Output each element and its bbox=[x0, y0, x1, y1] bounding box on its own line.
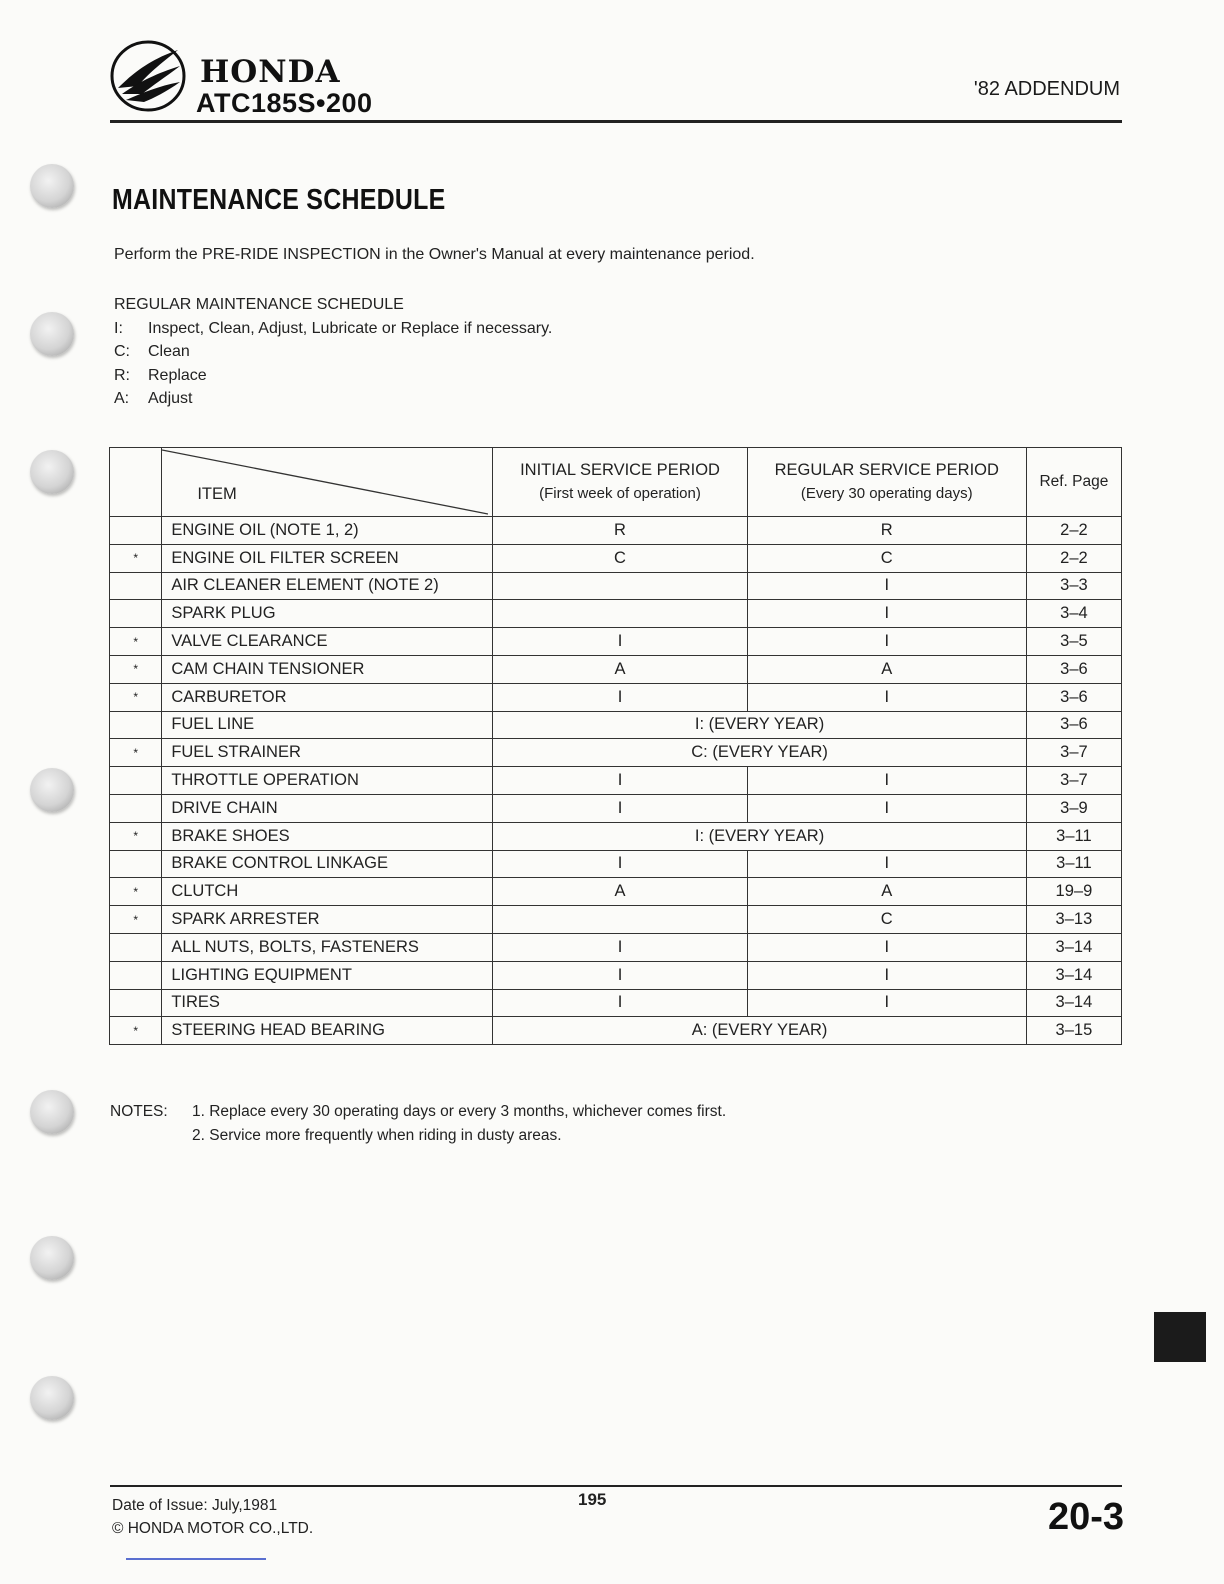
note-line bbox=[110, 1100, 726, 1124]
table-row bbox=[110, 878, 1122, 906]
item-cell: ENGINE OIL FILTER SCREEN bbox=[162, 544, 493, 572]
ref-cell: 3–14 bbox=[1026, 989, 1121, 1017]
table-row bbox=[110, 933, 1122, 961]
item-cell: DRIVE CHAIN bbox=[162, 794, 493, 822]
initial-cell bbox=[493, 906, 747, 934]
item-column-header bbox=[162, 448, 493, 517]
legend-key: I: bbox=[114, 319, 123, 337]
initial-cell bbox=[493, 572, 747, 600]
initial-cell: I bbox=[493, 628, 747, 656]
brand-name: HONDA bbox=[200, 54, 341, 90]
item-cell: BRAKE CONTROL LINKAGE bbox=[162, 850, 493, 878]
table-row bbox=[110, 1017, 1122, 1045]
legend-text: Replace bbox=[148, 366, 207, 384]
star-cell: * bbox=[110, 906, 162, 934]
ref-page-header: Ref. Page bbox=[1026, 448, 1121, 517]
table-row bbox=[110, 711, 1122, 739]
star-cell bbox=[110, 933, 162, 961]
ref-cell: 2–2 bbox=[1026, 517, 1121, 545]
page-number: 195 bbox=[578, 1490, 607, 1509]
legend-key: R: bbox=[114, 366, 130, 384]
ref-cell: 3–6 bbox=[1026, 683, 1121, 711]
star-cell: * bbox=[110, 628, 162, 656]
star-cell bbox=[110, 711, 162, 739]
regular-cell: C bbox=[747, 544, 1026, 572]
item-cell: AIR CLEANER ELEMENT (NOTE 2) bbox=[162, 572, 493, 600]
table-row bbox=[110, 906, 1122, 934]
item-cell: CARBURETOR bbox=[162, 683, 493, 711]
ref-cell: 3–6 bbox=[1026, 655, 1121, 683]
regular-cell: R bbox=[747, 517, 1026, 545]
binder-hole bbox=[30, 1376, 74, 1420]
star-cell: * bbox=[110, 544, 162, 572]
note-text: 2. Service more frequently when riding in dusty areas. bbox=[192, 1126, 562, 1144]
binder-hole bbox=[30, 164, 74, 208]
star-cell bbox=[110, 961, 162, 989]
legend-text: Inspect, Clean, Adjust, Lubricate or Replace if necessary. bbox=[148, 319, 553, 337]
initial-cell bbox=[493, 600, 747, 628]
legend-key: A: bbox=[114, 390, 130, 408]
table-row bbox=[110, 628, 1122, 656]
header-rule bbox=[110, 120, 1122, 123]
legend-entry bbox=[114, 364, 552, 388]
star-cell bbox=[110, 600, 162, 628]
ref-cell: 3–6 bbox=[1026, 711, 1121, 739]
regular-cell: I bbox=[747, 989, 1026, 1017]
footer-rule bbox=[110, 1485, 1122, 1487]
item-cell: CAM CHAIN TENSIONER bbox=[162, 655, 493, 683]
ref-cell: 19–9 bbox=[1026, 878, 1121, 906]
yearly-span-cell: I: (EVERY YEAR) bbox=[493, 822, 1026, 850]
item-cell: THROTTLE OPERATION bbox=[162, 767, 493, 795]
section-number: 20-3 bbox=[1047, 1496, 1124, 1538]
regular-cell: I bbox=[747, 794, 1026, 822]
legend-entry bbox=[114, 387, 552, 411]
item-cell: SPARK PLUG bbox=[162, 600, 493, 628]
note-line bbox=[110, 1124, 726, 1148]
yearly-span-cell: C: (EVERY YEAR) bbox=[493, 739, 1026, 767]
wing-logo-icon bbox=[108, 36, 192, 112]
initial-cell: I bbox=[493, 850, 747, 878]
initial-cell: I bbox=[493, 933, 747, 961]
table-row bbox=[110, 739, 1122, 767]
initial-cell: R bbox=[493, 517, 747, 545]
honda-logo bbox=[108, 36, 408, 116]
regular-cell: I bbox=[747, 683, 1026, 711]
item-cell: CLUTCH bbox=[162, 878, 493, 906]
legend-text: Adjust bbox=[148, 390, 193, 408]
table-row bbox=[110, 600, 1122, 628]
ref-cell: 3–7 bbox=[1026, 739, 1121, 767]
page-title: MAINTENANCE SCHEDULE bbox=[112, 184, 446, 216]
note-text: 1. Replace every 30 operating days or every 3 months, whichever comes first. bbox=[192, 1103, 727, 1120]
binder-hole bbox=[30, 1236, 74, 1280]
table-header-row bbox=[110, 448, 1122, 517]
section-tab-marker bbox=[1154, 1312, 1206, 1362]
initial-cell: I bbox=[493, 767, 747, 795]
ref-cell: 3–5 bbox=[1026, 628, 1121, 656]
regular-cell: A bbox=[747, 878, 1026, 906]
initial-cell: I bbox=[493, 794, 747, 822]
star-cell: * bbox=[110, 739, 162, 767]
star-cell bbox=[110, 794, 162, 822]
star-cell: * bbox=[110, 683, 162, 711]
table-row bbox=[110, 989, 1122, 1017]
table-row bbox=[110, 961, 1122, 989]
table-row bbox=[110, 794, 1122, 822]
ref-cell: 3–15 bbox=[1026, 1017, 1121, 1045]
regular-cell: I bbox=[747, 572, 1026, 600]
initial-cell: A bbox=[493, 878, 747, 906]
ref-cell: 3–3 bbox=[1026, 572, 1121, 600]
scan-mark bbox=[126, 1558, 266, 1560]
initial-cell: A bbox=[493, 655, 747, 683]
legend-entry bbox=[114, 340, 552, 364]
table-row bbox=[110, 850, 1122, 878]
notes bbox=[110, 1100, 726, 1147]
item-cell: ALL NUTS, BOLTS, FASTENERS bbox=[162, 933, 493, 961]
ref-cell: 3–13 bbox=[1026, 906, 1121, 934]
ref-cell: 3–4 bbox=[1026, 600, 1121, 628]
binder-hole bbox=[30, 312, 74, 356]
issue-info bbox=[112, 1494, 313, 1540]
legend-heading: REGULAR MAINTENANCE SCHEDULE bbox=[114, 296, 404, 313]
table-row bbox=[110, 767, 1122, 795]
table-row bbox=[110, 822, 1122, 850]
item-cell: TIRES bbox=[162, 989, 493, 1017]
initial-period-subtitle: (First week of operation) bbox=[539, 485, 701, 502]
binder-hole bbox=[30, 768, 74, 812]
regular-cell: I bbox=[747, 628, 1026, 656]
initial-cell: C bbox=[493, 544, 747, 572]
regular-cell: I bbox=[747, 850, 1026, 878]
ref-cell: 3–7 bbox=[1026, 767, 1121, 795]
item-cell: STEERING HEAD BEARING bbox=[162, 1017, 493, 1045]
issue-date: Date of Issue: July,1981 bbox=[112, 1497, 278, 1514]
star-cell bbox=[110, 572, 162, 600]
table-row bbox=[110, 683, 1122, 711]
star-cell bbox=[110, 517, 162, 545]
table-row bbox=[110, 544, 1122, 572]
table-row bbox=[110, 517, 1122, 545]
table-row bbox=[110, 572, 1122, 600]
initial-period-title: INITIAL SERVICE PERIOD bbox=[520, 461, 720, 479]
initial-cell: I bbox=[493, 683, 747, 711]
regular-cell: I bbox=[747, 767, 1026, 795]
star-cell bbox=[110, 767, 162, 795]
regular-cell: I bbox=[747, 933, 1026, 961]
binder-hole bbox=[30, 1090, 74, 1134]
item-cell: SPARK ARRESTER bbox=[162, 906, 493, 934]
binder-hole bbox=[30, 450, 74, 494]
intro-text: Perform the PRE-RIDE INSPECTION in the Owner's Manual at every maintenance period. bbox=[114, 246, 755, 263]
item-cell: ENGINE OIL (NOTE 1, 2) bbox=[162, 517, 493, 545]
item-cell: VALVE CLEARANCE bbox=[162, 628, 493, 656]
regular-period-subtitle: (Every 30 operating days) bbox=[800, 485, 973, 502]
ref-cell: 3–11 bbox=[1026, 822, 1121, 850]
item-cell: FUEL LINE bbox=[162, 711, 493, 739]
initial-period-header bbox=[493, 448, 747, 517]
ref-cell: 3–14 bbox=[1026, 933, 1121, 961]
legend-text: Clean bbox=[148, 343, 190, 361]
ref-cell: 3–9 bbox=[1026, 794, 1121, 822]
star-cell: * bbox=[110, 1017, 162, 1045]
star-cell bbox=[110, 989, 162, 1017]
ref-cell: 3–14 bbox=[1026, 961, 1121, 989]
item-cell: BRAKE SHOES bbox=[162, 822, 493, 850]
addendum-label: '82 ADDENDUM bbox=[973, 78, 1120, 100]
notes-label: NOTES: bbox=[110, 1103, 168, 1120]
regular-cell: I bbox=[747, 600, 1026, 628]
item-header-label: ITEM bbox=[197, 485, 237, 503]
initial-cell: I bbox=[493, 989, 747, 1017]
ref-cell: 3–11 bbox=[1026, 850, 1121, 878]
copyright: © HONDA MOTOR CO.,LTD. bbox=[112, 1520, 314, 1537]
model-name: ATC185S•200 bbox=[196, 88, 373, 118]
item-cell: LIGHTING EQUIPMENT bbox=[162, 961, 493, 989]
yearly-span-cell: A: (EVERY YEAR) bbox=[493, 1017, 1026, 1045]
yearly-span-cell: I: (EVERY YEAR) bbox=[493, 711, 1026, 739]
legend-key: C: bbox=[114, 343, 130, 361]
legend-entry bbox=[114, 317, 552, 341]
star-cell bbox=[110, 850, 162, 878]
regular-cell: I bbox=[747, 961, 1026, 989]
item-cell: FUEL STRAINER bbox=[162, 739, 493, 767]
regular-period-title: REGULAR SERVICE PERIOD bbox=[774, 461, 999, 479]
star-cell: * bbox=[110, 878, 162, 906]
initial-cell: I bbox=[493, 961, 747, 989]
star-column-header bbox=[110, 448, 162, 517]
maintenance-table bbox=[109, 447, 1122, 1045]
ref-cell: 2–2 bbox=[1026, 544, 1121, 572]
star-cell: * bbox=[110, 655, 162, 683]
star-cell: * bbox=[110, 822, 162, 850]
regular-period-header bbox=[747, 448, 1026, 517]
table-row bbox=[110, 655, 1122, 683]
regular-cell: C bbox=[747, 906, 1026, 934]
legend bbox=[114, 293, 552, 411]
regular-cell: A bbox=[747, 655, 1026, 683]
